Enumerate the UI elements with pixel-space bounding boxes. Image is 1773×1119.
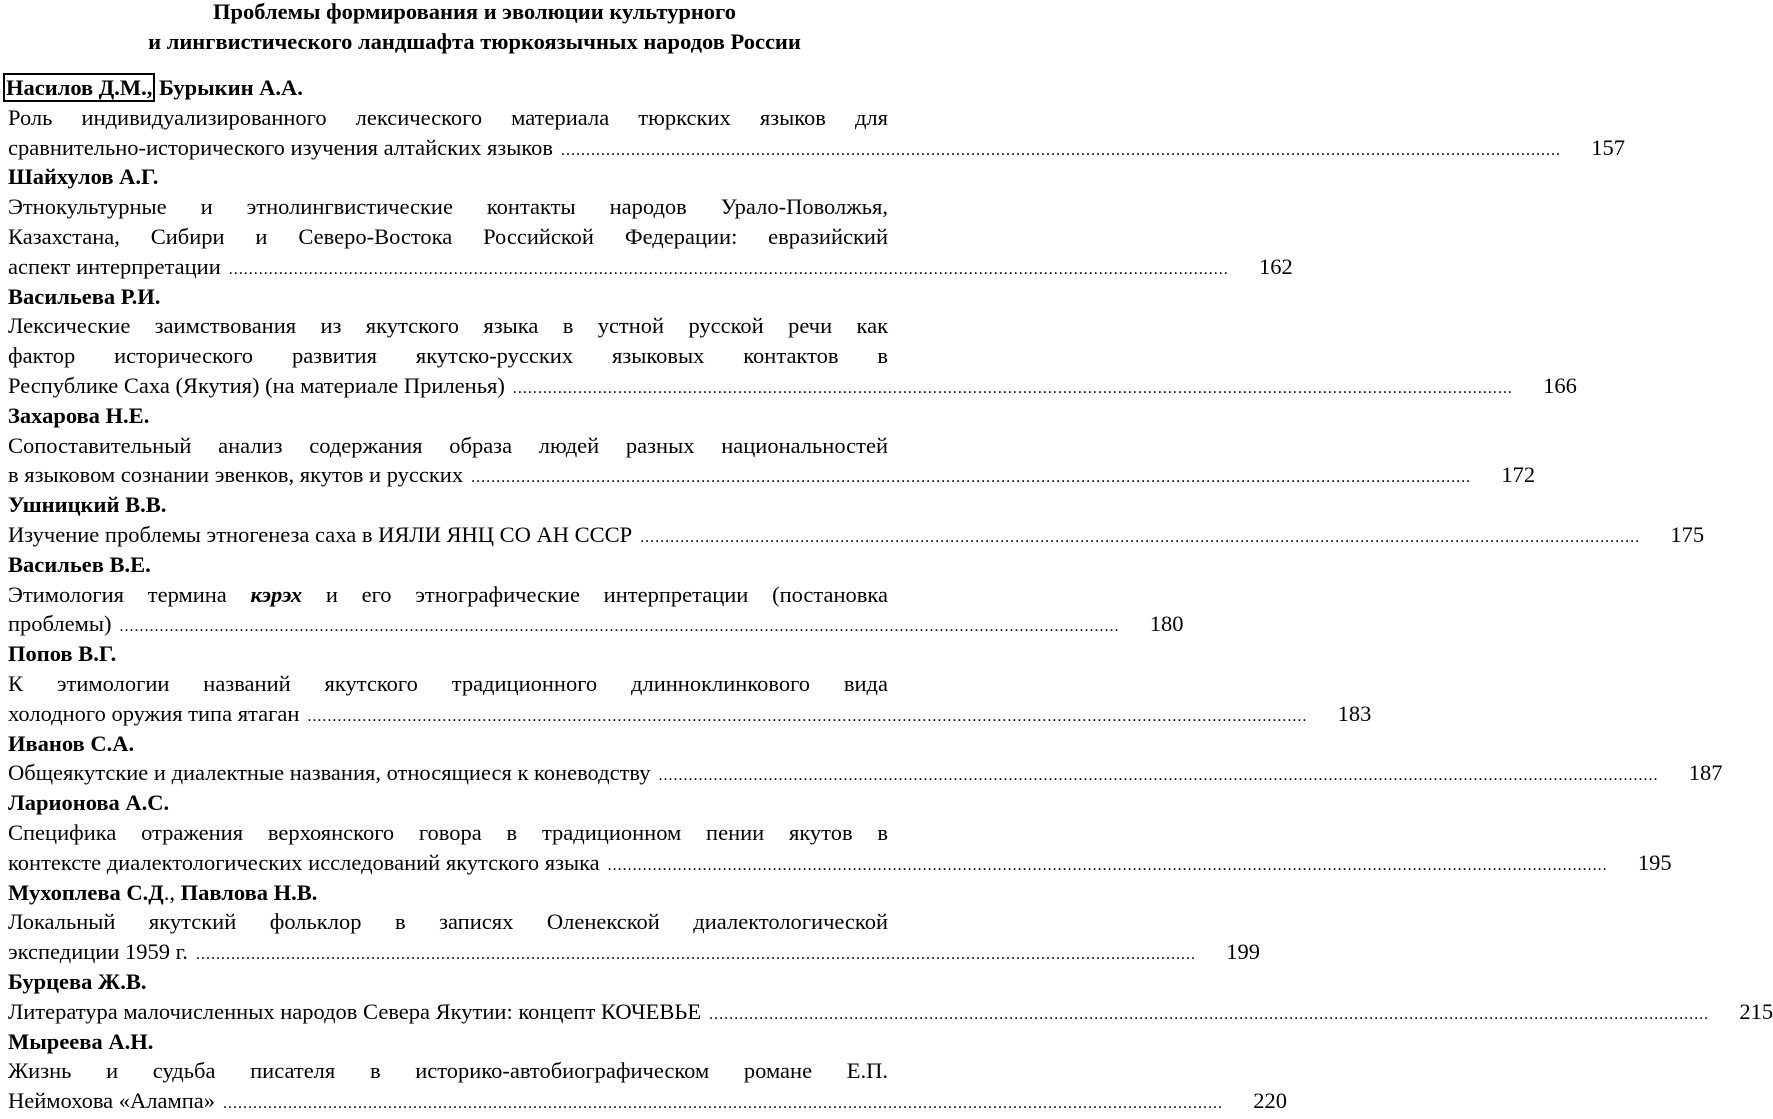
page-number[interactable]: 199 bbox=[1226, 939, 1260, 965]
toc-entry[interactable] bbox=[8, 639, 1372, 728]
author-name: Иванов С.А. bbox=[8, 730, 135, 756]
title-segment: и его этнографические интерпретации (постановка bbox=[302, 581, 888, 607]
dot-leader: ........................................................................................................................................................................................................ bbox=[658, 767, 1659, 785]
title-line: Роль индивидуализированного лексического материала тюркских языков для bbox=[8, 104, 888, 130]
title-line: Казахстана, Сибири и Северо-Востока Российской Федерации: евразийский bbox=[8, 223, 888, 249]
title-last-line bbox=[8, 758, 1723, 788]
title-text: сравнительно-исторического изучения алтайских языков bbox=[8, 134, 554, 160]
page-number[interactable]: 180 bbox=[1149, 611, 1184, 637]
page-number[interactable]: 220 bbox=[1253, 1088, 1288, 1114]
author-line bbox=[8, 967, 947, 997]
title-last-line bbox=[8, 997, 1773, 1027]
title-line: Специфика отражения верхоянского говора в традиционном пении якутов в bbox=[8, 819, 888, 845]
toc-entry[interactable] bbox=[8, 550, 1184, 639]
title-line: К этимологии названий якутского традиционного длинноклинкового вида bbox=[8, 670, 888, 696]
author-line bbox=[8, 282, 947, 312]
page-number[interactable]: 157 bbox=[1591, 134, 1626, 160]
author-line bbox=[8, 1027, 947, 1057]
toc-entry[interactable] bbox=[8, 967, 1773, 1027]
author-name: Шайхулов А.Г. bbox=[8, 164, 159, 190]
title-text: Общеякутские и диалектные названия, относящиеся к коневодству bbox=[8, 760, 651, 786]
toc-entry[interactable] bbox=[8, 729, 1723, 789]
dot-leader: ........................................................................................................................................................................................................ bbox=[709, 1005, 1710, 1023]
author-name: Павлова Н.В. bbox=[180, 879, 318, 905]
dot-leader: ........................................................................................................................................................................................................ bbox=[471, 469, 1472, 487]
title-line bbox=[8, 580, 888, 610]
heading-line-2: и лингвистического ландшафта тюркоязычных народов России bbox=[148, 29, 801, 54]
title-text: аспект интерпретации bbox=[8, 253, 221, 279]
title-text: Литература малочисленных народов Севера Якутии: концепт КОЧЕВЬЕ bbox=[8, 998, 702, 1024]
title-line: Жизнь и судьба писателя в историко-автобиографическом романе Е.П. bbox=[8, 1058, 888, 1084]
page-number[interactable]: 175 bbox=[1670, 521, 1705, 547]
title-line: Сопоставительный анализ содержания образа людей разных национальностей bbox=[8, 432, 888, 458]
author-line bbox=[8, 401, 947, 431]
dot-leader: ........................................................................................................................................................................................................ bbox=[561, 141, 1562, 159]
page-number[interactable]: 166 bbox=[1543, 372, 1577, 398]
toc-entry[interactable] bbox=[8, 282, 1577, 401]
page-number[interactable]: 187 bbox=[1688, 760, 1723, 786]
toc-entry[interactable] bbox=[6, 73, 1626, 162]
dot-leader: ........................................................................................................................................................................................................ bbox=[640, 528, 1641, 546]
author-name: ., bbox=[163, 879, 181, 905]
author-line bbox=[8, 729, 947, 759]
page-number[interactable]: 183 bbox=[1337, 700, 1372, 726]
title-line: Лексические заимствования из якутского языка в устной русской речи как bbox=[8, 313, 888, 339]
author-name: Бурыкин А.А. bbox=[153, 75, 303, 100]
title-line: Этнокультурные и этнолингвистические контакты народов Урало-Поволжья, bbox=[8, 194, 888, 220]
toc-entry[interactable] bbox=[8, 162, 1293, 281]
title-last-line bbox=[8, 252, 1293, 282]
page-number[interactable]: 195 bbox=[1637, 849, 1672, 875]
author-line bbox=[8, 490, 947, 520]
title-text: контексте диалектологических исследований якутского языка bbox=[8, 849, 600, 875]
title-text: экспедиции 1959 г. bbox=[8, 939, 188, 965]
dot-leader: ........................................................................................................................................................................................................ bbox=[512, 379, 1513, 397]
author-name: Мухоплева С.Д bbox=[8, 879, 164, 905]
dot-leader: ........................................................................................................................................................................................................ bbox=[223, 1095, 1224, 1113]
page-heading bbox=[0, 0, 949, 57]
table-of-contents bbox=[6, 73, 1773, 1116]
dot-leader: ........................................................................................................................................................................................................ bbox=[195, 946, 1196, 964]
title-text: Республике Саха (Якутия) (на материале Приленья) bbox=[8, 372, 505, 398]
title-last-line bbox=[8, 1086, 1288, 1116]
author-name: Васильев В.Е. bbox=[8, 551, 151, 577]
author-line bbox=[8, 162, 947, 192]
title-last-line bbox=[8, 609, 1184, 639]
author-name: Ларионова А.С. bbox=[8, 790, 170, 816]
title-last-line bbox=[8, 848, 1672, 878]
author-line bbox=[8, 878, 947, 908]
author-line bbox=[8, 550, 947, 580]
page-number[interactable]: 162 bbox=[1259, 253, 1293, 279]
toc-entry[interactable] bbox=[8, 788, 1672, 877]
title-line: фактор исторического развития якутско-русских языковых контактов в bbox=[8, 343, 888, 369]
title-last-line bbox=[8, 133, 1626, 163]
title-last-line bbox=[8, 699, 1372, 729]
author-name: Бурцева Ж.В. bbox=[8, 968, 147, 994]
title-text: Изучение проблемы этногенеза саха в ИЯЛИ ЯНЦ СО АН СССР bbox=[8, 521, 633, 547]
page-number[interactable]: 172 bbox=[1501, 462, 1536, 488]
title-last-line bbox=[8, 371, 1577, 401]
page-number[interactable]: 215 bbox=[1739, 998, 1773, 1024]
toc-entry[interactable] bbox=[8, 1027, 1288, 1116]
emphasized-term: кэрэх bbox=[250, 581, 303, 607]
title-last-line bbox=[8, 460, 1536, 490]
author-line bbox=[8, 788, 947, 818]
title-last-line bbox=[8, 520, 1705, 550]
title-text: Неймохова «Алампа» bbox=[8, 1088, 216, 1114]
author-name: Васильева Р.И. bbox=[8, 283, 161, 309]
author-name: Мыреева А.Н. bbox=[8, 1028, 154, 1054]
title-text: в языковом сознании эвенков, якутов и русских bbox=[8, 462, 464, 488]
dot-leader: ........................................................................................................................................................................................................ bbox=[607, 856, 1608, 874]
dot-leader: ........................................................................................................................................................................................................ bbox=[228, 260, 1229, 278]
title-text: холодного оружия типа ятаган bbox=[8, 700, 300, 726]
author-line bbox=[8, 73, 947, 103]
toc-entry[interactable] bbox=[8, 401, 1536, 490]
title-line: Локальный якутский фольклор в записях Оленекской диалектологической bbox=[8, 909, 888, 935]
toc-entry[interactable] bbox=[8, 490, 1705, 550]
author-name: Захарова Н.Е. bbox=[8, 402, 150, 428]
dot-leader: ........................................................................................................................................................................................................ bbox=[119, 618, 1120, 636]
title-segment: Этимология термина bbox=[8, 581, 251, 607]
author-name: Попов В.Г. bbox=[8, 641, 117, 667]
author-name: Ушницкий В.В. bbox=[8, 492, 167, 518]
title-last-line bbox=[8, 937, 1260, 967]
author-line bbox=[8, 639, 947, 669]
heading-line-1: Проблемы формирования и эволюции культурного bbox=[213, 0, 736, 24]
author-name: Насилов Д.М., bbox=[6, 75, 153, 100]
toc-entry[interactable] bbox=[8, 878, 1260, 967]
dot-leader: ........................................................................................................................................................................................................ bbox=[307, 707, 1308, 725]
title-text: проблемы) bbox=[8, 611, 112, 637]
